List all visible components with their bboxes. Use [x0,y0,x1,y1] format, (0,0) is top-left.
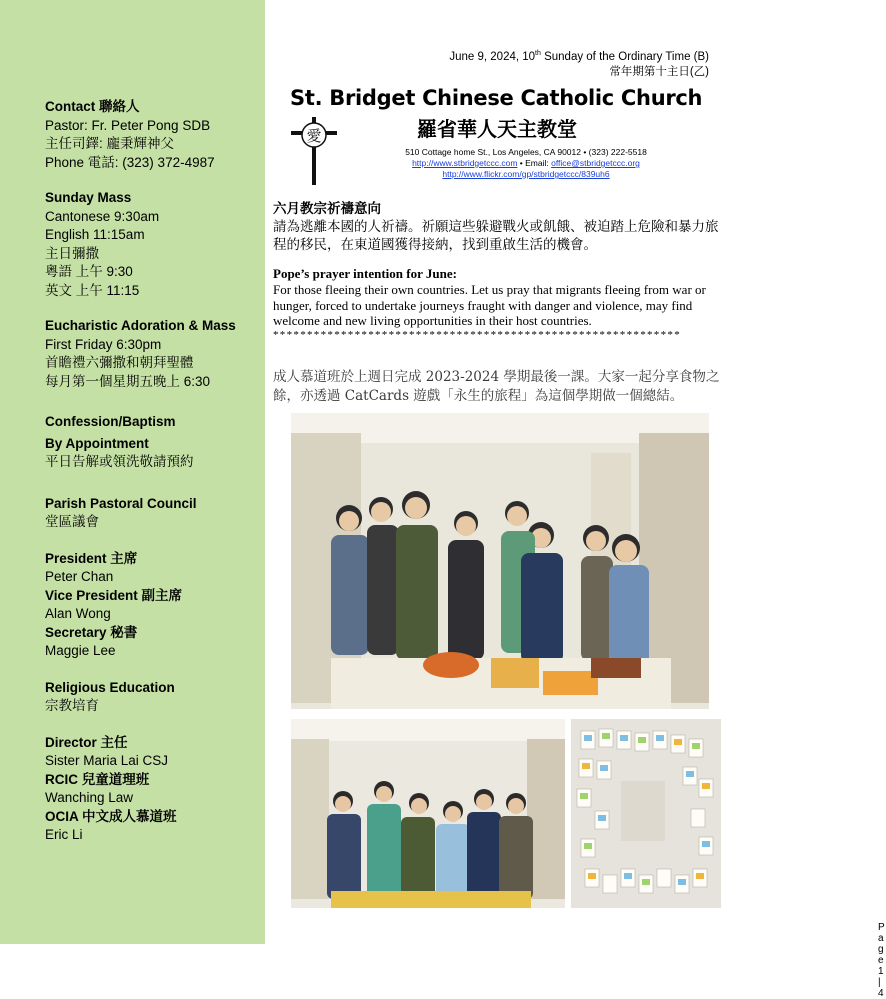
director-name: Sister Maria Lai CSJ [45,753,169,768]
religious-section [45,679,260,716]
rcic-name: Wanching Law [45,790,134,805]
church-name-en: St. Bridget Chinese Catholic Church [290,86,703,110]
address-block [361,147,691,180]
sidebar-content [45,98,260,862]
prayer-intention [273,200,728,341]
date-zh: 常年期第十主日(乙) [609,65,709,78]
rcic-heading: RCIC 兒童道理班 [45,771,150,787]
email-label: • Email: [517,158,552,168]
mass-line: 英文 上午 11:15 [45,282,140,298]
adoration-line: 每月第一個星期五晚上 6:30 [45,373,211,389]
flickr-line [361,169,691,180]
date-sup: th [535,50,541,57]
president-heading: President 主席 [45,550,138,566]
vp-heading: Vice President 副主席 [45,587,183,603]
links-line [361,158,691,169]
email-link[interactable]: office@stbridgetccc.org [551,158,640,168]
logo-char: 愛 [306,127,322,145]
website-link[interactable]: http://www.stbridgetccc.com [412,158,518,168]
ocia-heading: OCIA 中文成人慕道班 [45,808,177,824]
contact-line: 主任司鐸: 龐秉輝神父 [45,136,175,151]
officers-section [45,550,260,661]
council-section [45,495,260,532]
mass-heading: Sunday Mass [45,190,132,205]
church-name-zh: 羅省華人天主教堂 [417,117,577,141]
confession-heading-2: By Appointment [45,435,149,451]
flickr-link[interactable]: http://www.flickr.com/gp/stbridgetccc/839uh6 [442,169,610,179]
page-number: P a g e 1 | 4 [878,922,886,999]
vp-name: Alan Wong [45,606,111,621]
contact-section [45,98,260,172]
prayer-en-heading: Pope’s prayer intention for June: [273,266,457,281]
sidebar [0,0,265,944]
contact-heading: Contact 聯絡人 [45,99,140,114]
mass-section [45,189,260,300]
council-heading: Parish Pastoral Council [45,495,197,511]
address-line: 510 Cottage home St., Los Angeles, CA 90012 • (323) 222-5518 [405,147,647,157]
mass-line: Cantonese 9:30am [45,208,160,224]
confession-section [45,413,260,472]
adoration-line: First Friday 6:30pm [45,336,162,352]
adoration-line: 首瞻禮六彌撒和朝拜聖體 [45,355,194,370]
date-en [449,46,709,65]
adoration-section [45,317,260,391]
contact-line: Pastor: Fr. Peter Pong SDB [45,117,211,133]
prayer-en-body: For those fleeing their own countries. Let us pray that migrants fleeing from war or hunger, forced to undertake journeys fraught with danger and violence, may find welcome and new living opportunities in their host countries. [273,282,706,328]
catcards-photo [571,719,721,908]
date-suffix: Sunday of the Ordinary Time (B) [540,50,709,63]
religious-heading: Religious Education [45,679,175,695]
group-photo-large [291,413,709,709]
prayer-zh-body: 請為逃離本國的人祈禱。祈願這些躲避戰火或飢餓、被迫踏上危險和暴力旅程的移民，在東道國獲得接納，找到重啟生活的機會。 [273,219,719,252]
mass-line: 主日彌撒 [45,245,99,261]
prayer-zh-heading: 六月教宗祈禱意向 [273,201,381,216]
mass-line: 粵語 上午 9:30 [45,264,133,279]
secretary-heading: Secretary 秘書 [45,624,138,640]
star-divider: ************************************************************ [273,328,681,341]
education-staff-section [45,734,260,845]
adoration-heading: Eucharistic Adoration & Mass [45,318,236,333]
religious-line: 宗教培育 [45,698,99,713]
date-prefix: June 9, 2024, 10 [449,50,536,63]
main-content [265,0,886,999]
date-line [449,46,709,80]
ocia-name: Eric Li [45,827,83,842]
class-note: 成人慕道班於上週日完成 2023-2024 學期最後一課。大家一起分享食物之餘，亦透過 CatCards 遊戲「永生的旅程」為這個學期做一個總結。 [273,369,720,404]
confession-line: 平日告解或領洗敬請預約 [45,454,194,469]
cross-logo [289,115,339,187]
confession-heading: Confession/Baptism [45,414,176,429]
contact-line: Phone 電話: (323) 372-4987 [45,154,215,170]
group-photo-small [291,719,565,908]
president-name: Peter Chan [45,569,114,584]
director-heading: Director 主任 [45,734,128,750]
secretary-name: Maggie Lee [45,643,116,658]
council-line: 堂區議會 [45,514,99,529]
mass-line: English 11:15am [45,227,145,242]
